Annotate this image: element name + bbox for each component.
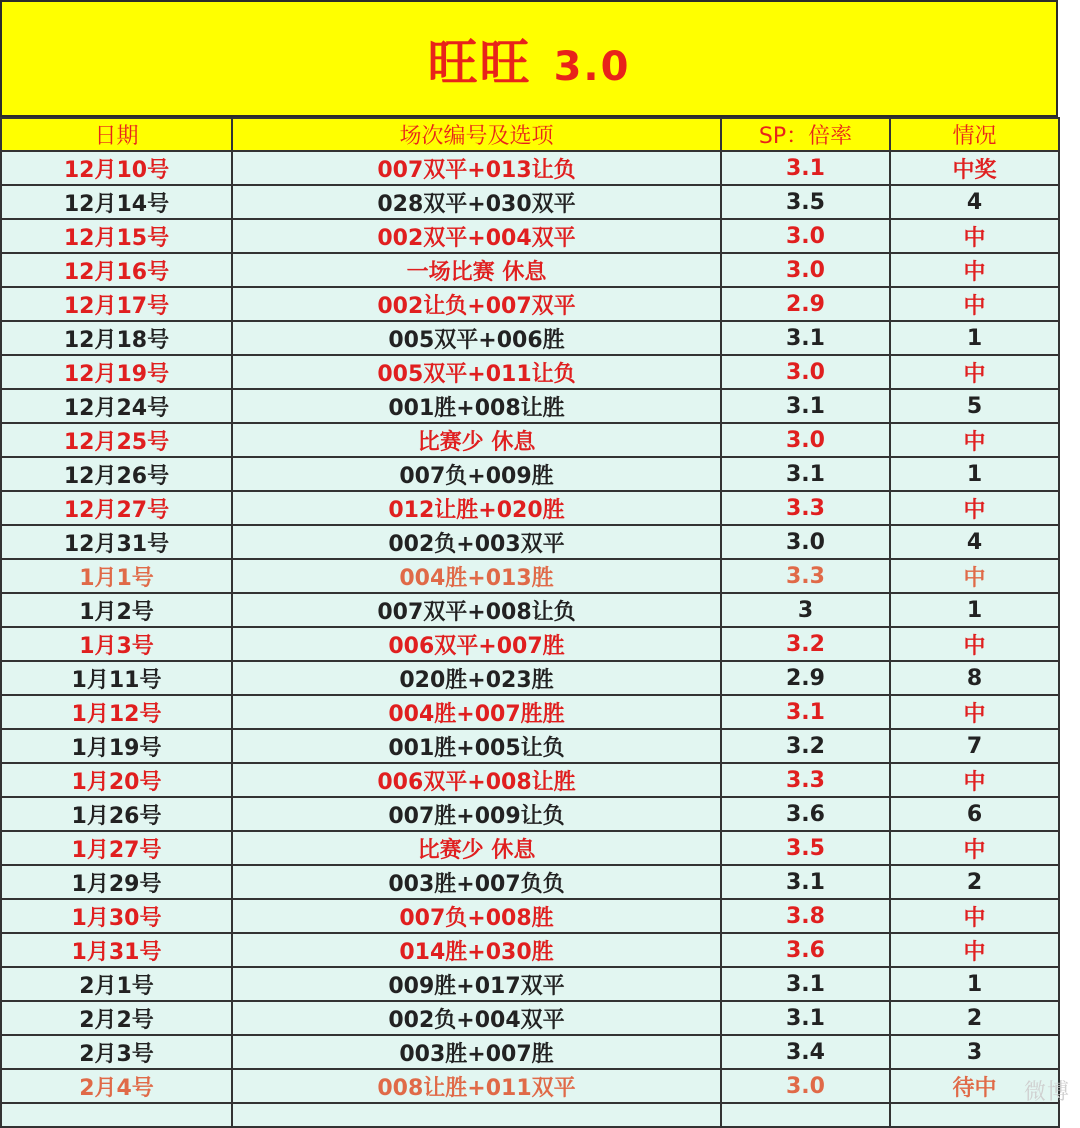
cell-sp: 3.1 — [721, 695, 890, 729]
cell-result: 中 — [890, 695, 1059, 729]
cell-pick: 007负+009胜 — [232, 457, 721, 491]
cell-sp: 3.2 — [721, 627, 890, 661]
title-bar — [0, 0, 1058, 117]
cell-date: 1月29号 — [1, 865, 232, 899]
cell-pick: 001胜+008让胜 — [232, 389, 721, 423]
empty-cell — [890, 1103, 1059, 1127]
header-row — [1, 118, 1059, 151]
cell-sp: 3.1 — [721, 389, 890, 423]
cell-pick: 004胜+013胜 — [232, 559, 721, 593]
cell-result: 1 — [890, 967, 1059, 1001]
cell-pick: 002负+003双平 — [232, 525, 721, 559]
cell-result: 2 — [890, 1001, 1059, 1035]
cell-date: 1月3号 — [1, 627, 232, 661]
sheet-title — [428, 23, 631, 95]
cell-sp: 3.6 — [721, 797, 890, 831]
table-row — [1, 729, 1059, 763]
table-row — [1, 219, 1059, 253]
table-row — [1, 491, 1059, 525]
table-row — [1, 423, 1059, 457]
cell-result: 中 — [890, 627, 1059, 661]
cell-date: 1月20号 — [1, 763, 232, 797]
cell-pick: 014胜+030胜 — [232, 933, 721, 967]
cell-result: 1 — [890, 457, 1059, 491]
cell-result: 5 — [890, 389, 1059, 423]
table-row — [1, 1001, 1059, 1035]
cell-pick: 002让负+007双平 — [232, 287, 721, 321]
cell-pick: 005双平+006胜 — [232, 321, 721, 355]
cell-result: 中 — [890, 423, 1059, 457]
cell-sp: 2.9 — [721, 661, 890, 695]
header-date: 日期 — [1, 118, 232, 151]
cell-date: 12月31号 — [1, 525, 232, 559]
cell-sp: 3.5 — [721, 831, 890, 865]
cell-sp: 3.1 — [721, 1001, 890, 1035]
cell-result: 中 — [890, 763, 1059, 797]
cell-sp: 3.1 — [721, 321, 890, 355]
cell-pick: 007负+008胜 — [232, 899, 721, 933]
table-row — [1, 151, 1059, 185]
table-row — [1, 1035, 1059, 1069]
cell-pick: 008让胜+011双平 — [232, 1069, 721, 1103]
cell-date: 2月1号 — [1, 967, 232, 1001]
cell-result: 1 — [890, 321, 1059, 355]
empty-row — [1, 1103, 1059, 1127]
cell-sp: 3.8 — [721, 899, 890, 933]
cell-result: 中 — [890, 491, 1059, 525]
cell-pick: 005双平+011让负 — [232, 355, 721, 389]
cell-date: 12月26号 — [1, 457, 232, 491]
cell-date: 12月14号 — [1, 185, 232, 219]
table-row — [1, 321, 1059, 355]
cell-date: 1月19号 — [1, 729, 232, 763]
table-row — [1, 831, 1059, 865]
cell-result: 中 — [890, 831, 1059, 865]
header-pick: 场次编号及选项 — [232, 118, 721, 151]
cell-sp: 3.0 — [721, 525, 890, 559]
title-version: 3.0 — [553, 43, 631, 90]
table-row — [1, 763, 1059, 797]
header-result: 情况 — [890, 118, 1059, 151]
cell-sp: 3.5 — [721, 185, 890, 219]
cell-pick: 007双平+013让负 — [232, 151, 721, 185]
cell-result: 中 — [890, 559, 1059, 593]
table-row — [1, 355, 1059, 389]
cell-result: 4 — [890, 525, 1059, 559]
header-sp: SP：倍率 — [721, 118, 890, 151]
cell-date: 1月2号 — [1, 593, 232, 627]
table-row — [1, 457, 1059, 491]
cell-sp: 3.4 — [721, 1035, 890, 1069]
title-main: 旺旺 — [427, 33, 532, 92]
cell-date: 12月10号 — [1, 151, 232, 185]
cell-pick: 007胜+009让负 — [232, 797, 721, 831]
table-row — [1, 389, 1059, 423]
cell-pick: 002负+004双平 — [232, 1001, 721, 1035]
table-row — [1, 797, 1059, 831]
cell-pick: 009胜+017双平 — [232, 967, 721, 1001]
cell-result: 中 — [890, 933, 1059, 967]
cell-pick: 020胜+023胜 — [232, 661, 721, 695]
table-row — [1, 593, 1059, 627]
cell-sp: 3.3 — [721, 491, 890, 525]
table-row — [1, 933, 1059, 967]
cell-date: 1月11号 — [1, 661, 232, 695]
cell-result: 中奖 — [890, 151, 1059, 185]
empty-cell — [232, 1103, 721, 1127]
cell-date: 12月17号 — [1, 287, 232, 321]
cell-result: 中 — [890, 899, 1059, 933]
cell-date: 12月24号 — [1, 389, 232, 423]
empty-cell — [721, 1103, 890, 1127]
cell-date: 12月15号 — [1, 219, 232, 253]
cell-result: 中 — [890, 219, 1059, 253]
cell-pick: 003胜+007负负 — [232, 865, 721, 899]
cell-sp: 3.0 — [721, 219, 890, 253]
cell-pick: 001胜+005让负 — [232, 729, 721, 763]
cell-result: 中 — [890, 253, 1059, 287]
cell-sp: 3.0 — [721, 355, 890, 389]
cell-result: 1 — [890, 593, 1059, 627]
cell-sp: 3.0 — [721, 253, 890, 287]
cell-pick: 比赛少 休息 — [232, 831, 721, 865]
cell-date: 2月4号 — [1, 1069, 232, 1103]
cell-pick: 一场比赛 休息 — [232, 253, 721, 287]
table-row — [1, 865, 1059, 899]
cell-sp: 3.3 — [721, 763, 890, 797]
cell-date: 1月27号 — [1, 831, 232, 865]
cell-date: 1月30号 — [1, 899, 232, 933]
cell-date: 1月31号 — [1, 933, 232, 967]
table-row — [1, 1069, 1059, 1103]
cell-sp: 3.1 — [721, 967, 890, 1001]
cell-sp: 3 — [721, 593, 890, 627]
cell-date: 12月18号 — [1, 321, 232, 355]
cell-result: 中 — [890, 287, 1059, 321]
cell-result: 中 — [890, 355, 1059, 389]
cell-date: 1月1号 — [1, 559, 232, 593]
cell-result: 6 — [890, 797, 1059, 831]
cell-pick: 012让胜+020胜 — [232, 491, 721, 525]
cell-pick: 002双平+004双平 — [232, 219, 721, 253]
table-row — [1, 967, 1059, 1001]
cell-pick: 006双平+008让胜 — [232, 763, 721, 797]
cell-result: 2 — [890, 865, 1059, 899]
cell-date: 1月12号 — [1, 695, 232, 729]
cell-date: 2月2号 — [1, 1001, 232, 1035]
cell-date: 12月16号 — [1, 253, 232, 287]
cell-sp: 3.1 — [721, 151, 890, 185]
table-row — [1, 899, 1059, 933]
table-row — [1, 185, 1059, 219]
cell-date: 12月27号 — [1, 491, 232, 525]
cell-sp: 3.2 — [721, 729, 890, 763]
cell-date: 2月3号 — [1, 1035, 232, 1069]
cell-sp: 3.3 — [721, 559, 890, 593]
cell-sp: 3.0 — [721, 423, 890, 457]
cell-pick: 比赛少 休息 — [232, 423, 721, 457]
cell-pick: 007双平+008让负 — [232, 593, 721, 627]
results-table — [0, 117, 1060, 1128]
cell-sp: 3.1 — [721, 457, 890, 491]
cell-result: 3 — [890, 1035, 1059, 1069]
table-row — [1, 627, 1059, 661]
cell-sp: 3.6 — [721, 933, 890, 967]
table-row — [1, 253, 1059, 287]
table-body — [1, 151, 1059, 1127]
cell-pick: 004胜+007胜胜 — [232, 695, 721, 729]
cell-sp: 3.1 — [721, 865, 890, 899]
cell-result: 4 — [890, 185, 1059, 219]
table-row — [1, 287, 1059, 321]
cell-date: 12月19号 — [1, 355, 232, 389]
table-row — [1, 559, 1059, 593]
cell-result: 8 — [890, 661, 1059, 695]
watermark: 微博 — [1023, 1080, 1070, 1105]
cell-date: 12月25号 — [1, 423, 232, 457]
empty-cell — [1, 1103, 232, 1127]
cell-pick: 006双平+007胜 — [232, 627, 721, 661]
cell-pick: 003胜+007胜 — [232, 1035, 721, 1069]
cell-sp: 3.0 — [721, 1069, 890, 1103]
cell-result: 7 — [890, 729, 1059, 763]
cell-result: 待中 — [890, 1069, 1059, 1103]
table-row — [1, 695, 1059, 729]
cell-pick: 028双平+030双平 — [232, 185, 721, 219]
cell-sp: 2.9 — [721, 287, 890, 321]
table-row — [1, 661, 1059, 695]
table-row — [1, 525, 1059, 559]
cell-date: 1月26号 — [1, 797, 232, 831]
